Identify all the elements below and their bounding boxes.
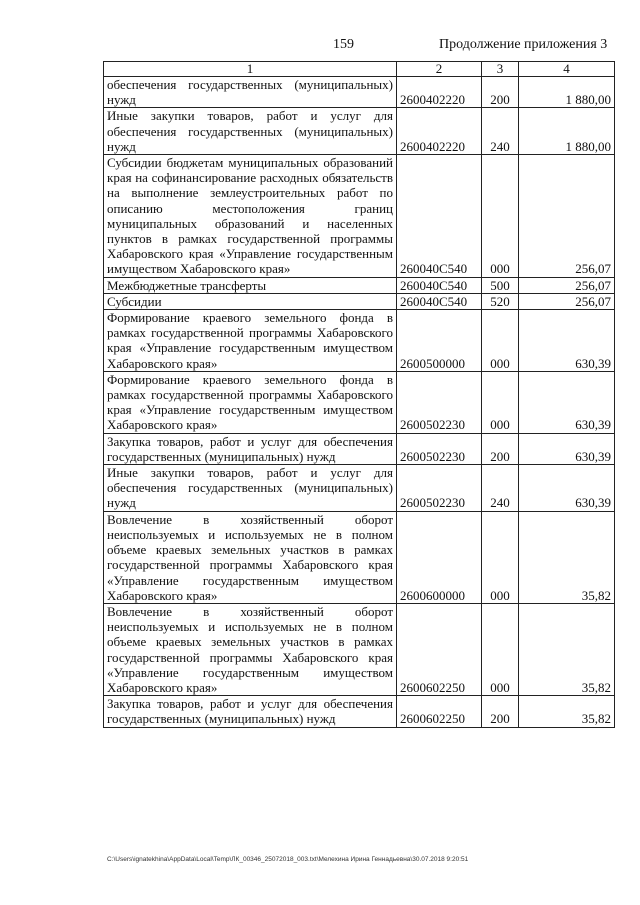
row-type: 000 [482,511,519,603]
row-code: 2600402220 [397,108,482,155]
table-row [104,511,615,603]
row-sum: 256,07 [519,155,615,278]
row-sum: 35,82 [519,603,615,695]
row-sum: 630,39 [519,433,615,464]
row-sum: 630,39 [519,310,615,372]
row-sum: 256,07 [519,277,615,293]
table-row [104,371,615,433]
table-row [104,465,615,512]
row-name: Формирование краевого земельного фонда в рамках государственной программы Хабаровского края «Управление государственным имуществом Хабаровского края» [104,310,397,372]
row-code: 2600500000 [397,310,482,372]
row-sum: 1 880,00 [519,77,615,108]
row-name: Формирование краевого земельного фонда в рамках государственной программы Хабаровского края «Управление государственным имуществом Хабаровского края» [104,371,397,433]
row-name: Вовлечение в хозяйственный оборот неиспользуемых и используемых не в полном объеме краевых земельных участков в рамках государственной программы Хабаровского края «Управление государственным имуществом Хабаровского края» [104,603,397,695]
row-type: 520 [482,293,519,309]
row-type: 000 [482,310,519,372]
row-code: 2600602250 [397,696,482,727]
row-code: 260040С540 [397,293,482,309]
row-code: 2600502230 [397,465,482,512]
row-type: 000 [482,155,519,278]
row-name: Вовлечение в хозяйственный оборот неиспользуемых и используемых не в полном объеме краевых земельных участков в рамках государственной программы Хабаровского края «Управление государственным имуществом Хабаровского края» [104,511,397,603]
row-code: 260040С540 [397,155,482,278]
row-code: 2600602250 [397,603,482,695]
row-sum: 256,07 [519,293,615,309]
row-name: Закупка товаров, работ и услуг для обеспечения государственных (муниципальных) нужд [104,433,397,464]
row-type: 240 [482,108,519,155]
table-row [104,603,615,695]
column-header-2: 2 [397,62,482,77]
row-name: Межбюджетные трансферты [104,277,397,293]
row-type: 200 [482,696,519,727]
row-type: 000 [482,603,519,695]
row-code: 2600402220 [397,77,482,108]
row-type: 200 [482,77,519,108]
row-code: 2600502230 [397,433,482,464]
column-header-3: 3 [482,62,519,77]
row-sum: 35,82 [519,511,615,603]
row-sum: 630,39 [519,465,615,512]
table-row [104,310,615,372]
table-header-row [104,62,615,77]
row-name: Иные закупки товаров, работ и услуг для обеспечения государственных (муниципальных) нужд [104,108,397,155]
row-code: 2600502230 [397,371,482,433]
budget-table [103,61,615,728]
row-sum: 630,39 [519,371,615,433]
table-row [104,293,615,309]
column-header-4: 4 [519,62,615,77]
column-header-1: 1 [104,62,397,77]
row-type: 200 [482,433,519,464]
row-code: 2600600000 [397,511,482,603]
table-row [104,77,615,108]
row-name: обеспечения государственных (муниципальных) нужд [104,77,397,108]
row-type: 500 [482,277,519,293]
row-name: Закупка товаров, работ и услуг для обеспечения государственных (муниципальных) нужд [104,696,397,727]
row-name: Субсидии [104,293,397,309]
row-type: 240 [482,465,519,512]
row-type: 000 [482,371,519,433]
table-row [104,433,615,464]
row-name: Субсидии бюджетам муниципальных образований края на софинансирование расходных обязательств на выполнение землеустроительных работ по описанию местоположения границ муниципальных образований и населенных пунктов в рамках государственной программы Хабаровского края «Управление государственным имуществом Хабаровского края» [104,155,397,278]
continuation-label: Продолжение приложения 3 [439,37,608,52]
row-name: Иные закупки товаров, работ и услуг для обеспечения государственных (муниципальных) нужд [104,465,397,512]
page-number: 159 [333,37,354,52]
row-sum: 35,82 [519,696,615,727]
row-sum: 1 880,00 [519,108,615,155]
table-row [104,155,615,278]
table-row [104,277,615,293]
table-row [104,108,615,155]
table-row [104,696,615,727]
footer-file-path: C:\Users\ignatekhina\AppData\Local\Temp\ЛК_00346_25072018_003.txt\Мелехина Ирина Геннадьевна\30.07.2018 9:20:51 [107,856,469,863]
row-code: 260040С540 [397,277,482,293]
